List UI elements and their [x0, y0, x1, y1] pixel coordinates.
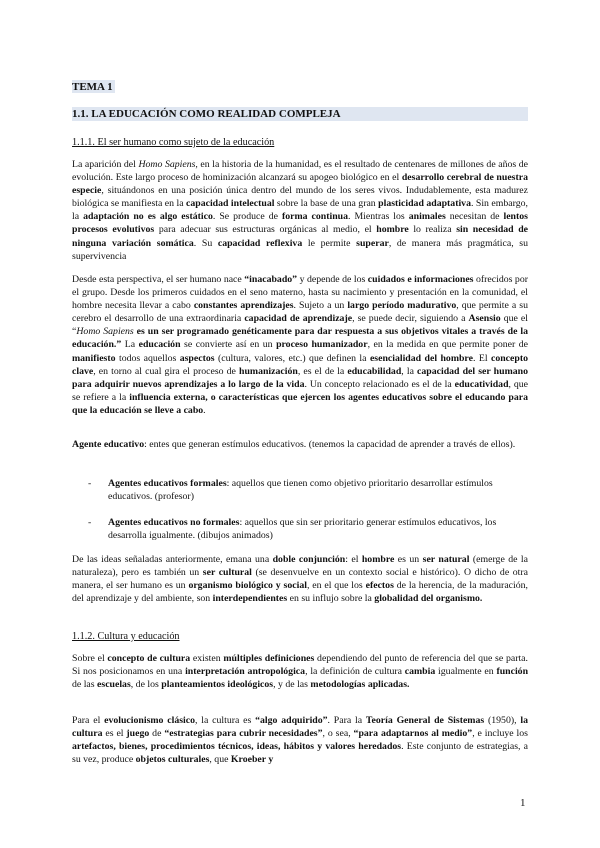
emphasis-bold: Kroeber y	[230, 754, 274, 766]
emphasis-bold: animales	[408, 211, 446, 223]
emphasis-bold: cuidados e informaciones	[367, 274, 474, 285]
emphasis-bold: concepto de cultura	[107, 653, 191, 664]
list-item	[88, 516, 528, 542]
paragraph-4	[72, 652, 528, 691]
emphasis-bold: doble conjunción	[272, 554, 346, 565]
emphasis-bold: influencia externa, o características que ejercen los agentes educativos sobre el educando para que la educación se lleve a cabo	[72, 391, 528, 416]
list-bullet: -	[88, 478, 92, 489]
emphasis-bold: hombre	[361, 554, 395, 565]
paragraph-3	[72, 553, 528, 605]
emphasis-bold: constantes aprendizajes	[193, 300, 294, 312]
text-run: ofrecidos por el grupo. Desde los primeros cuidados en el seno materno, hasta su nacimiento y presentación en la comunidad, el hombre necesita llevar a cabo	[72, 274, 528, 312]
emphasis-italic: Homo Sapiens	[76, 326, 134, 338]
text-run: le permite	[302, 237, 357, 249]
text-run: necesitan de	[445, 211, 504, 223]
emphasis-bold: largo período madurativo	[347, 300, 457, 312]
text-run: , y de las	[273, 679, 311, 691]
text-run: que el “	[72, 313, 528, 338]
text-run: . Sujeto a un	[293, 300, 348, 312]
text-run: de las	[72, 679, 98, 691]
text-run: es un	[394, 554, 423, 565]
emphasis-bold: evolucionismo clásico	[104, 715, 195, 726]
emphasis-bold: “estrategias para cubrir necesidades”	[164, 728, 323, 740]
emphasis-bold: ser natural	[422, 554, 470, 565]
emphasis-bold: adaptación no es algo estático	[83, 211, 213, 223]
text-run: (se desenvuelve en un contexto social e histórico). O dicho de otra manera, el ser humano es un	[72, 567, 528, 592]
list-item	[88, 477, 528, 503]
emphasis-bold: desarrollo cerebral de nuestra especie	[72, 172, 528, 197]
emphasis-bold: capacidad del ser humano para adquirir nuevos aprendizajes a lo largo de la vida	[72, 365, 528, 390]
text-run: , o sea,	[322, 728, 354, 740]
emphasis-bold: capacidad reflexiva	[217, 237, 303, 249]
emphasis-bold: “algo adquirido”	[255, 715, 328, 726]
text-run: , que se refiere a la	[72, 378, 529, 403]
emphasis-bold: capacidad de aprendizaje	[244, 313, 353, 325]
emphasis-bold: superar	[356, 237, 389, 249]
text-run: para adecuar sus estructuras orgánicas al medio, el	[154, 224, 377, 236]
text-run: : entes que generan estímulos educativos. (tenemos la capacidad de aprender a través de ellos).	[144, 439, 516, 450]
text-run: Desde esta perspectiva, el ser humano nace	[72, 274, 245, 285]
chapter-heading: TEMA 1	[72, 81, 113, 93]
emphasis-bold: Teoría General de Sistemas	[365, 715, 485, 726]
text-run: todos aquellos	[115, 352, 180, 364]
emphasis-bold: proceso humanizador	[276, 339, 368, 351]
emphasis-bold: lentos procesos evolutivos	[72, 211, 528, 236]
text-run: de	[149, 728, 165, 740]
emphasis-bold: capacidad intelectual	[186, 198, 275, 210]
text-run: sobre la base de una gran	[274, 198, 379, 210]
text-run: , en la historia de la humanidad, es el resultado de centenares de millones de años de evolución. Este largo proceso de hominización alcanzará su apogeo biológico en el	[72, 159, 528, 184]
text-run: lo realiza	[408, 224, 457, 236]
emphasis-bold: escuelas	[97, 679, 131, 691]
list-bullet: -	[88, 517, 92, 528]
text-run: , de manera más pragmática, su supervivencia	[72, 237, 528, 262]
text-run: La	[121, 339, 139, 351]
text-run: y depende de los	[297, 274, 368, 285]
text-run: , se puede decir, siguiendo a	[352, 313, 469, 325]
text-run: : aquellos que sin ser prioritario generar estímulos educativos, los desarrolla igualmente. (dibujos animados)	[108, 517, 497, 542]
text-run: , que permite a su cerebro el desarrollo de una extraordinaria	[72, 300, 528, 325]
text-run: . Un concepto relacionado es el de la	[304, 378, 455, 390]
text-run: . Sin embargo, la	[72, 198, 528, 223]
text-run: , es el de la	[297, 365, 348, 377]
emphasis-bold: metodologías aplicadas.	[310, 679, 410, 691]
paragraph-1	[72, 158, 528, 263]
emphasis-bold: efectos	[365, 580, 394, 592]
emphasis-bold: globalidad del organismo.	[374, 593, 483, 605]
text-run: , e incluye los	[472, 728, 528, 740]
list-item-text	[108, 477, 528, 503]
subsection-heading-2: 1.1.2. Cultura y educación	[72, 631, 180, 642]
text-run: . Su	[193, 237, 218, 249]
text-run: , en la medida en que permite poner de	[367, 339, 529, 351]
text-run: , que	[209, 754, 231, 766]
emphasis-bold: juego	[126, 728, 150, 740]
text-run: es el	[102, 728, 127, 740]
paragraph-agente-educativo	[72, 438, 528, 451]
emphasis-bold: manifiesto	[72, 352, 116, 364]
text-run: De las ideas señaladas anteriormente, emana una	[72, 554, 273, 565]
paragraph-2	[72, 273, 528, 417]
text-run: Sobre el	[72, 653, 108, 664]
emphasis-bold: artefactos, bienes, procedimientos técnicos, ideas, hábitos y valores heredados	[72, 741, 402, 753]
emphasis-bold: objetos culturales	[135, 754, 210, 766]
section-heading: 1.1. LA EDUCACIÓN COMO REALIDAD COMPLEJA	[72, 107, 528, 121]
emphasis-bold: “inacabado”	[244, 274, 298, 285]
page-number: 1	[520, 797, 526, 809]
text-run: , la cultura es	[195, 715, 256, 726]
emphasis-bold: ser cultural	[202, 567, 252, 579]
emphasis-bold: la cultura	[72, 715, 528, 740]
text-run: , situándonos en una posición única dentro del mundo de los seres vivos. Indudablemente, esta madurez biológica se manifiesta en la	[72, 185, 528, 210]
text-run: , en torno al cual gira el proceso de	[93, 365, 240, 377]
emphasis-bold: concepto clave	[72, 352, 528, 377]
text-run: : aquellos que tienen como objetivo prioritario desarrollar estímulos educativos. (profesor)	[108, 478, 493, 503]
paragraph-5	[72, 714, 528, 766]
emphasis-bold: interpretación antropológica	[185, 666, 306, 678]
emphasis-bold: “para adaptarnos al medio”	[353, 728, 473, 740]
list-item-text	[108, 516, 528, 542]
text-run: dependiendo del punto de referencia del que se parta. Si nos posicionamos en una	[72, 653, 528, 678]
text-run: La aparición del	[72, 159, 139, 170]
emphasis-bold: planteamientos ideológicos	[161, 679, 274, 691]
emphasis-bold: plasticidad adaptativa	[378, 198, 471, 210]
text-run: . Se produce de	[212, 211, 282, 223]
text-run: en su influjo sobre la	[287, 593, 375, 605]
emphasis-bold: Agentes educativos formales	[108, 478, 227, 489]
emphasis-bold: organismo biológico y social	[188, 580, 307, 592]
text-run: , la definición de cultura	[305, 666, 405, 678]
emphasis-bold: forma continua	[281, 211, 349, 223]
text-run: (1950),	[484, 715, 521, 726]
emphasis-bold: Agentes educativos no formales	[108, 517, 240, 528]
emphasis-bold: Agente educativo	[72, 439, 145, 450]
text-run: , la	[401, 365, 418, 377]
text-run: existen	[190, 653, 224, 664]
text-run: .	[203, 404, 206, 416]
emphasis-bold: educación	[138, 339, 181, 351]
emphasis-bold: múltiples definiciones	[223, 653, 315, 664]
text-run: (emerge de la naturaleza), pero es también un	[72, 554, 528, 579]
text-run: . Mientras los	[348, 211, 409, 223]
emphasis-bold: humanización	[239, 365, 298, 377]
text-run: Para el	[72, 715, 105, 726]
emphasis-bold: es un ser programado genéticamente para dar respuesta a sus objetivos vitales a través de la educación.”	[72, 326, 528, 351]
text-run: . Para la	[327, 715, 366, 726]
text-run: . El	[472, 352, 491, 364]
text-run: igualmente en	[435, 666, 497, 678]
emphasis-bold: cambia	[404, 666, 436, 678]
emphasis-bold: esencialidad del hombre	[369, 352, 473, 364]
emphasis-bold: educatividad	[454, 378, 509, 390]
emphasis-italic: Homo Sapiens	[138, 159, 196, 170]
text-run: de la herencia, de la maduración, del aprendizaje y del ambiente, son	[72, 580, 528, 605]
subsection-heading-1: 1.1.1. El ser humano como sujeto de la educación	[72, 137, 275, 148]
text-run: . Este conjunto de estrategias, a su vez, produce	[72, 741, 528, 766]
text-run: , de los	[130, 679, 162, 691]
emphasis-bold: Asensio	[468, 313, 501, 325]
emphasis-bold: educabilidad	[347, 365, 402, 377]
text-run: , en el que los	[306, 580, 366, 592]
emphasis-bold: sin necesidad de ninguna variación somática	[72, 224, 528, 249]
emphasis-bold: interdependientes	[212, 593, 288, 605]
text-run: (cultura, valores, etc.) que definen la	[214, 352, 370, 364]
emphasis-bold: aspectos	[179, 352, 215, 364]
emphasis-bold: hombre	[376, 224, 409, 236]
emphasis-bold: función	[496, 666, 529, 678]
text-run: se convierte así en un	[180, 339, 277, 351]
text-run: : el	[345, 554, 362, 565]
